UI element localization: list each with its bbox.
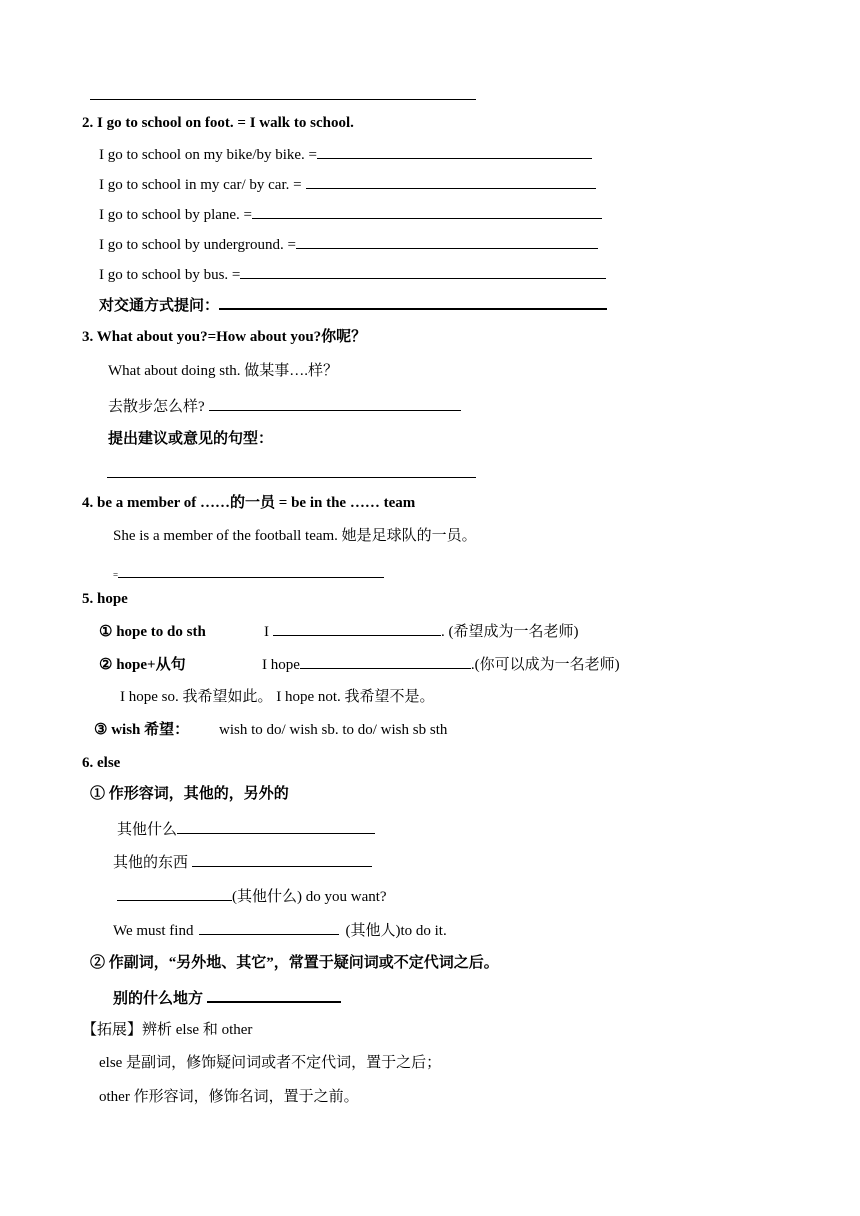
s6-blank-4[interactable] <box>199 919 339 935</box>
s5-p2-a: I hope <box>262 657 300 673</box>
extension-line-1: else 是副词，修饰疑问词或者不定代词，置于之后； <box>99 1055 442 1071</box>
s3-line-2 <box>108 395 461 415</box>
s3-line-2-text: 去散步怎么样? <box>108 399 205 415</box>
s3-line-3: 提出建议或意见的句型： <box>108 431 274 447</box>
s2-line-6 <box>99 293 607 313</box>
section-4-title: 4. be a member of ……的一员 = be in the …… team <box>82 495 416 511</box>
s5-blank-2[interactable] <box>300 653 471 669</box>
s4-line-2 <box>113 562 384 582</box>
s6-blank-5[interactable] <box>207 986 341 1003</box>
s2-line-3 <box>99 203 602 223</box>
s5-p1-label: ① hope to do sth <box>99 624 206 640</box>
s6-heading-2: ② 作副词，“另外地、其它”，常置于疑问词或不定代词之后。 <box>90 955 499 971</box>
s6-line-4-b: (其他人)to do it. <box>345 923 447 939</box>
s2-blank-6[interactable] <box>219 293 607 310</box>
s5-p2-b: .(你可以成为一名老师) <box>470 657 620 673</box>
s5-p1-a: I <box>264 624 269 640</box>
s5-line-2 <box>99 653 620 673</box>
extension-title: 【拓展】辨析 else 和 other <box>82 1022 253 1038</box>
s5-line-4 <box>94 720 447 740</box>
s6-line-1 <box>117 818 375 838</box>
s4-blank-1[interactable] <box>118 562 384 578</box>
s2-line-3-text: I go to school by plane. = <box>99 207 253 223</box>
section-6-title: 6. else <box>82 755 121 771</box>
s2-line-2-text: I go to school in my car/ by car. = <box>99 177 302 193</box>
s3-answer-line[interactable] <box>107 477 476 478</box>
s6-line-4-a: We must find <box>113 923 194 939</box>
s6-line-4 <box>113 919 447 939</box>
s2-line-6-text: 对交通方式提问： <box>99 298 220 314</box>
s2-line-1 <box>99 143 592 163</box>
s3-line-1: What about doing sth. 做某事….样？ <box>108 363 338 379</box>
s6-line-3 <box>117 885 387 905</box>
s4-line-1: She is a member of the football team. 她是足球队的一员。 <box>113 528 477 544</box>
s2-line-4 <box>99 233 598 253</box>
extension-line-2: other 作形容词，修饰名词，置于之前。 <box>99 1089 359 1105</box>
s6-line-5-text: 别的什么地方 <box>113 991 204 1007</box>
s5-p4-label: ③ wish 希望： <box>94 722 190 738</box>
s2-line-1-text: I go to school on my bike/by bike. = <box>99 147 318 163</box>
s2-blank-5[interactable] <box>240 263 606 279</box>
s2-blank-4[interactable] <box>296 233 598 249</box>
s6-blank-2[interactable] <box>192 851 372 867</box>
section-2-title: 2. I go to school on foot. = I walk to school. <box>82 115 354 131</box>
s5-blank-1[interactable] <box>273 620 441 636</box>
s6-line-5 <box>113 986 341 1006</box>
s2-blank-2[interactable] <box>306 173 596 189</box>
s2-blank-1[interactable] <box>317 143 592 159</box>
s5-p4-text: wish to do/ wish sb. to do/ wish sb sth <box>219 722 448 738</box>
s5-line-3: I hope so. 我希望如此。 I hope not. 我希望不是。 <box>120 689 435 705</box>
s2-line-5-text: I go to school by bus. = <box>99 267 241 283</box>
s2-line-4-text: I go to school by underground. = <box>99 237 296 253</box>
s2-line-2 <box>99 173 596 193</box>
s2-blank-3[interactable] <box>252 203 602 219</box>
s5-line-1 <box>99 620 579 640</box>
s4-equals: = <box>113 570 119 580</box>
s6-line-1-text: 其他什么 <box>117 822 178 838</box>
s2-line-5 <box>99 263 606 283</box>
s5-p1-b: . (希望成为一名老师) <box>441 624 579 640</box>
s6-heading-1: ① 作形容词，其他的，另外的 <box>90 786 289 802</box>
section-5-title: 5. hope <box>82 591 128 607</box>
s6-blank-1[interactable] <box>177 818 375 834</box>
s6-line-2-text: 其他的东西 <box>113 855 189 871</box>
s3-blank-1[interactable] <box>209 395 461 411</box>
s6-line-3-text: (其他什么) do you want? <box>232 889 387 905</box>
section-3-title: 3. What about you?=How about you?你呢？ <box>82 329 367 345</box>
s5-p2-label: ② hope+从句 <box>99 657 186 673</box>
s6-line-2 <box>113 851 372 871</box>
s6-blank-3[interactable] <box>117 885 232 901</box>
answer-line-top[interactable] <box>90 99 476 100</box>
